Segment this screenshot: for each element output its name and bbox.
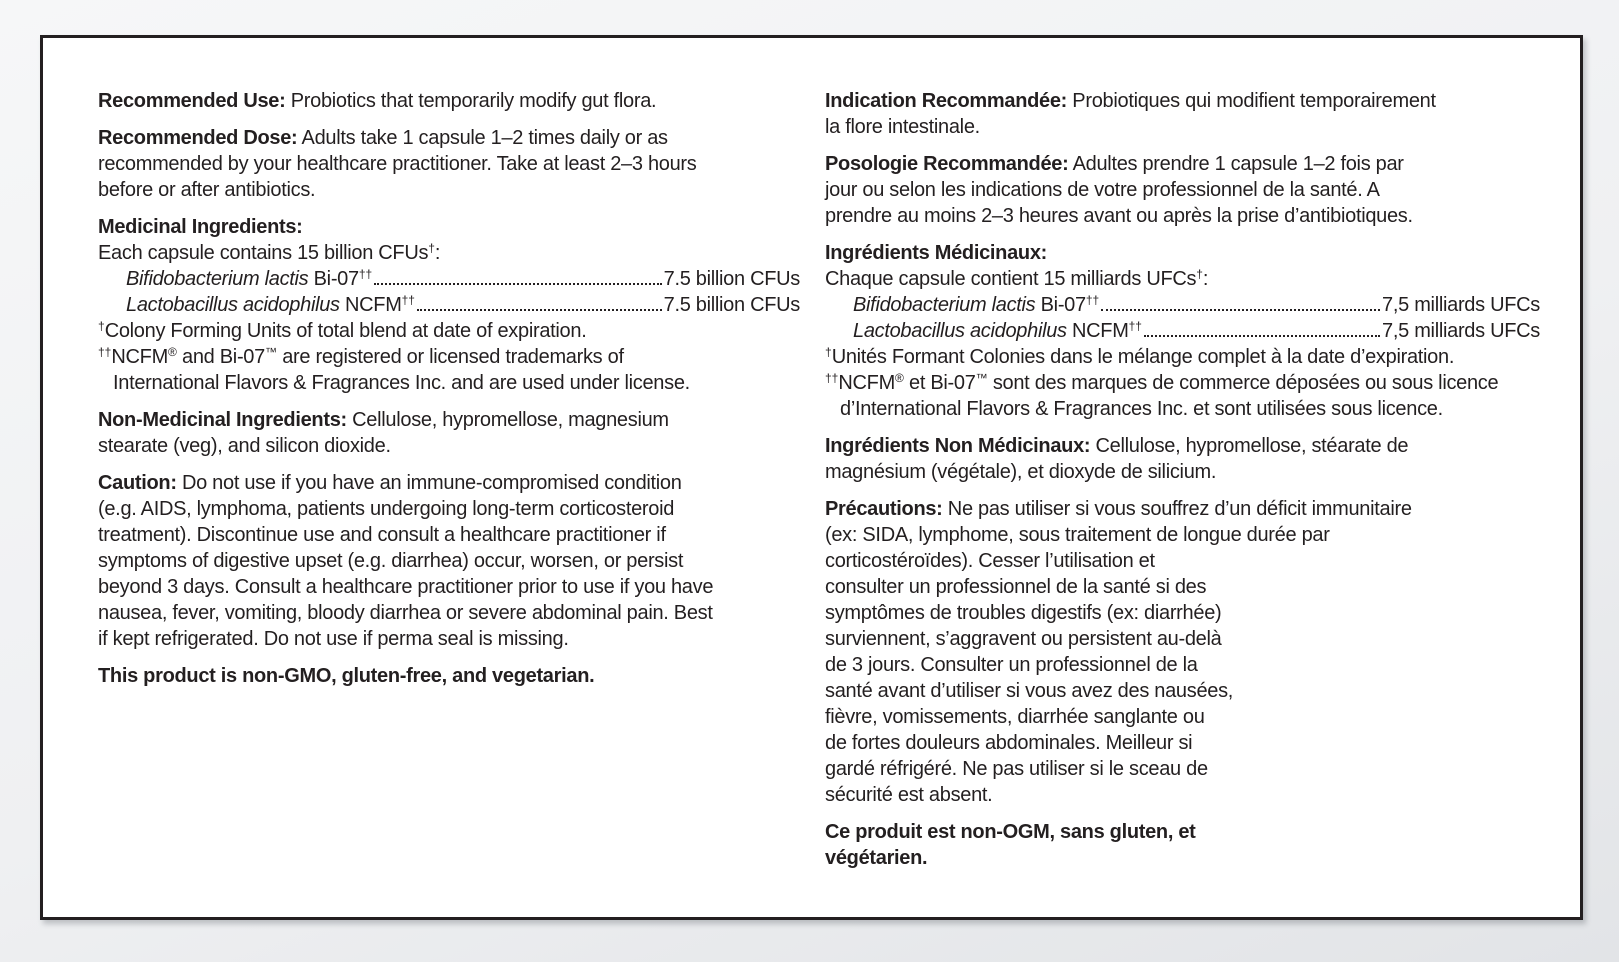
ingredients-medicinaux-section <box>825 240 1540 422</box>
product-claim: This product is non-GMO, gluten-free, and vegetarian. <box>98 665 595 687</box>
ingredient-amount: 7.5 billion CFUs <box>663 294 800 316</box>
ingredients-medicinaux-heading: Ingrédients Médicinaux: <box>825 242 1048 264</box>
english-column <box>98 88 800 689</box>
precautions-paragraph: Précautions: Ne pas utiliser si vous souffrez d’un déficit immunitaire (ex: SIDA, lymphome, sous traitement de longue durée par corticostéroïdes). Cesser l’utilisation et consulter un professionnel de la santé si des symptômes de troubles digestifs (ex: diarrhée) surviennent, s’aggravent ou persistent au-delà de 3 jours. Consulter un professionnel de la santé avant d’utiliser si vous avez des nausées, fièvre, vomissements, diarrhée sanglante ou de fortes douleurs abdominales. Meilleur si gardé réfrigéré. Ne pas utiliser si le sceau de sécurité est absent. <box>825 498 1412 806</box>
medicinal-ingredients-heading: Medicinal Ingredients: <box>98 216 303 238</box>
french-column <box>825 88 1540 871</box>
recommended-dose-paragraph: Recommended Dose: Adults take 1 capsule 1–2 times daily or as recommended by your healthcare practitioner. Take at least 2–3 hours before or after antibiotics. <box>98 127 697 201</box>
medicinal-ingredients-intro: Each capsule contains 15 billion CFUs†: <box>98 241 441 264</box>
ingredient-name: Lactobacillus acidophilus NCFM†† <box>126 293 415 316</box>
ingredient-row <box>98 292 800 318</box>
ingredient-amount: 7,5 milliards UFCs <box>1382 294 1540 316</box>
ingredient-name: Bifidobacterium lactis Bi-07†† <box>853 293 1100 316</box>
non-medicinal-ingredients-paragraph: Non-Medicinal Ingredients: Cellulose, hypromellose, magnesium stearate (veg), and silicon dioxide. <box>98 409 669 457</box>
ingredient-amount: 7,5 milliards UFCs <box>1382 320 1540 342</box>
footnote-trademark-continued: d’International Flavors & Fragrances Inc. et sont utilisées sous licence. <box>840 398 1443 420</box>
dot-leader <box>374 283 661 285</box>
dot-leader <box>417 309 662 311</box>
indication-recommandee-paragraph: Indication Recommandée: Probiotiques qui modifient temporairement la flore intestinale. <box>825 90 1436 138</box>
footnote-trademark: ††NCFM® and Bi-07™ are registered or licensed trademarks of <box>98 345 624 368</box>
ingredient-row <box>98 266 800 292</box>
product-claim-fr: Ce produit est non-OGM, sans gluten, et végétarien. <box>825 821 1196 869</box>
ingredient-name: Lactobacillus acidophilus NCFM†† <box>853 319 1142 342</box>
caution-paragraph: Caution: Do not use if you have an immune-compromised condition (e.g. AIDS, lymphoma, patients undergoing long-term corticosteroid treatment). Discontinue use and consult a healthcare practitioner if symptoms of digestive upset (e.g. diarrhea) occur, worsen, or persist beyond 3 days. Consult a healthcare practitioner prior to use if you have nausea, fever, vomiting, bloody diarrhea or severe abdominal pain. Best if kept refrigerated. Do not use if perma seal is missing. <box>98 472 714 650</box>
ingredient-row <box>825 292 1540 318</box>
dot-leader <box>1144 335 1380 337</box>
label-panel <box>40 35 1583 920</box>
footnote-ufc: †Unités Formant Colonies dans le mélange complet à la date d’expiration. <box>825 345 1455 368</box>
ingredients-medicinaux-intro: Chaque capsule contient 15 milliards UFCs†: <box>825 267 1209 290</box>
footnote-cfu: †Colony Forming Units of total blend at date of expiration. <box>98 319 587 342</box>
ingredients-non-medicinaux-paragraph: Ingrédients Non Médicinaux: Cellulose, hypromellose, stéarate de magnésium (végétale), et dioxyde de silicium. <box>825 435 1409 483</box>
footnote-trademark: ††NCFM® et Bi-07™ sont des marques de commerce déposées ou sous licence <box>825 371 1499 394</box>
ingredient-row <box>825 318 1540 344</box>
medicinal-ingredients-section <box>98 214 800 396</box>
recommended-use-paragraph: Recommended Use: Probiotics that temporarily modify gut flora. <box>98 90 657 112</box>
dot-leader <box>1101 309 1380 311</box>
ingredient-amount: 7.5 billion CFUs <box>663 268 800 290</box>
posologie-recommandee-paragraph: Posologie Recommandée: Adultes prendre 1 capsule 1–2 fois par jour ou selon les indications de votre professionnel de la santé. A prendre au moins 2–3 heures avant ou après la prise d’antibiotiques. <box>825 153 1413 227</box>
footnote-trademark-continued: International Flavors & Fragrances Inc. and are used under license. <box>113 372 690 394</box>
ingredient-name: Bifidobacterium lactis Bi-07†† <box>126 267 373 290</box>
